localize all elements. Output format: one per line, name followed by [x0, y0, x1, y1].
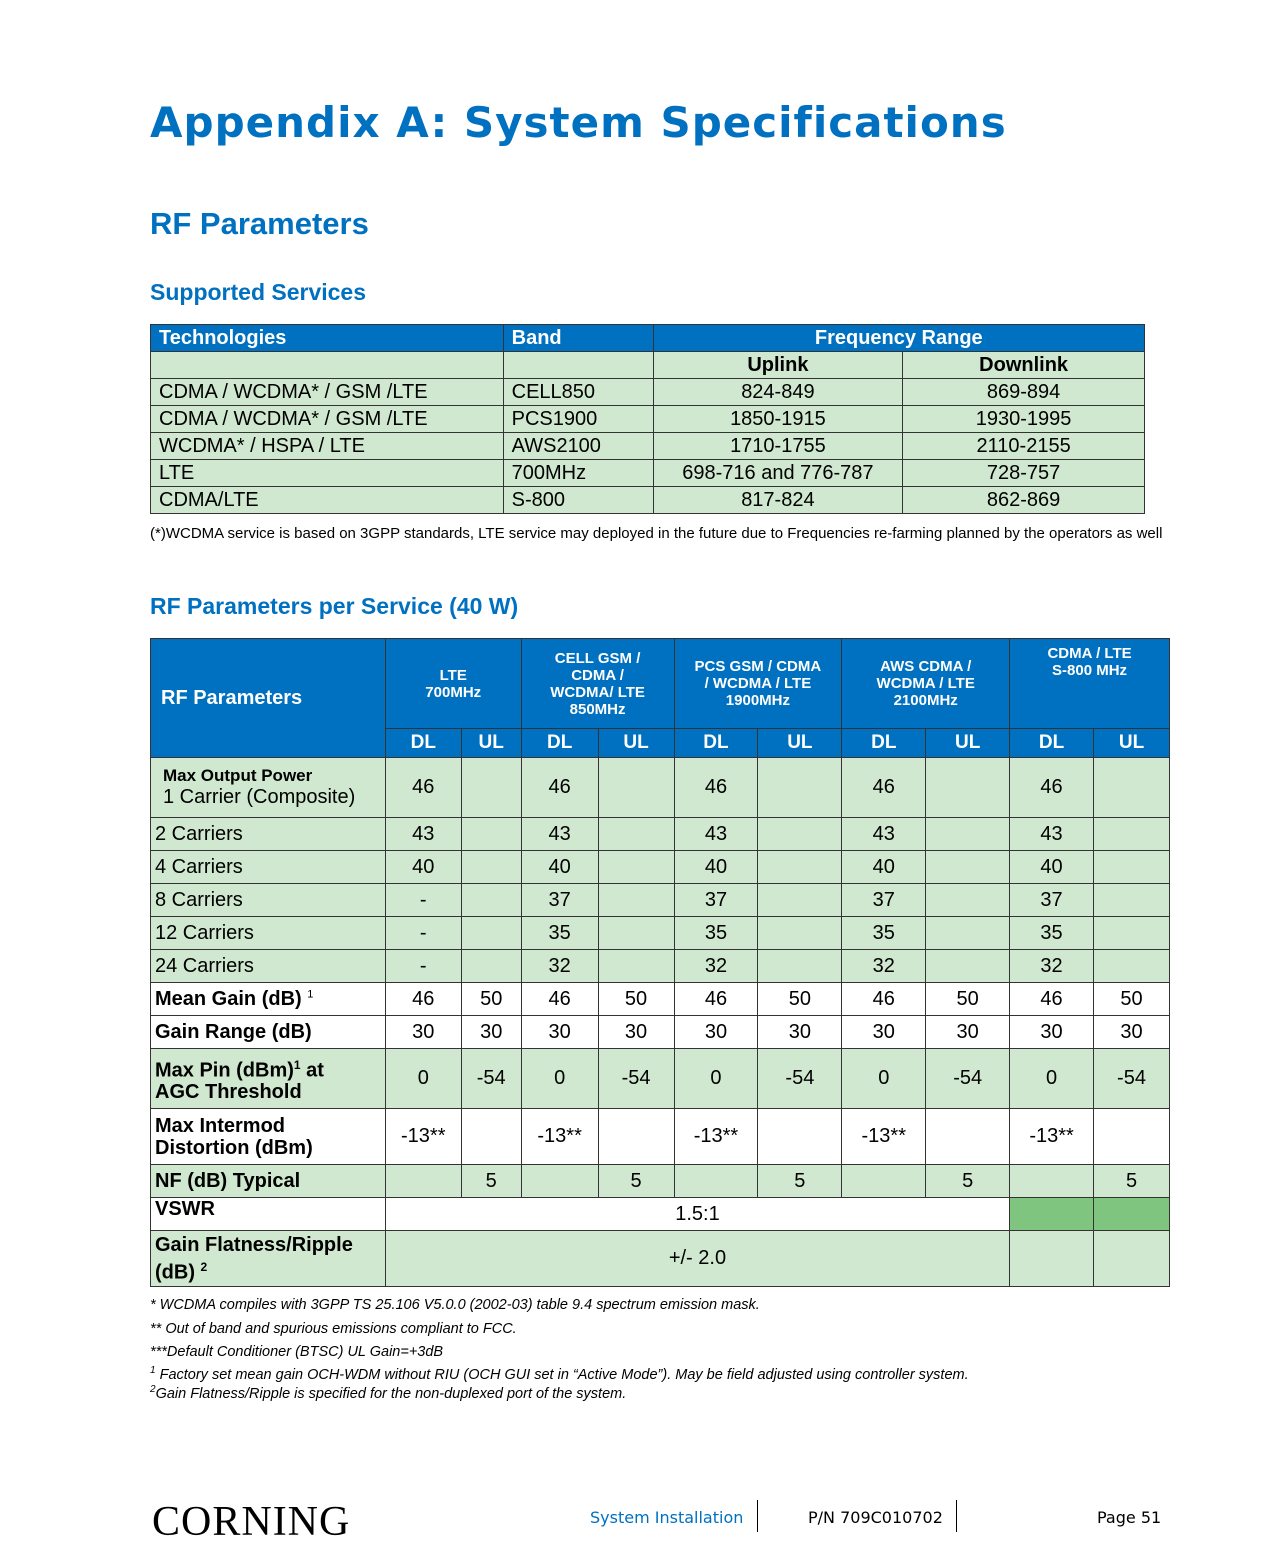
- header-aws-2100: AWS CDMA / WCDMA / LTE 2100MHz: [842, 639, 1010, 729]
- supported-services-note: (*)WCDMA service is based on 3GPP standards, LTE service may deployed in the future due to Frequencies re-farming planned by the operators as well: [150, 525, 1163, 542]
- supported-services-heading: Supported Services: [150, 279, 367, 305]
- footnote-flatness: $^2$Gain Flatness/Ripple is specified for the non-duplexed port of the system.: [150, 1384, 627, 1402]
- header-technologies: Technologies: [151, 325, 504, 352]
- header-frequency-range: Frequency Range: [653, 325, 1144, 352]
- corning-logo: CORNING: [152, 1499, 351, 1545]
- header-band: Band: [503, 325, 653, 352]
- header-downlink: Downlink: [903, 352, 1145, 379]
- table-row: Max Intermod Distortion (dBm) -13** -13** -13** -13** -13**: [151, 1109, 1170, 1165]
- table-row: WCDMA* / HSPA / LTE AWS2100 1710-1755 2110-2155: [151, 433, 1145, 460]
- table-row: 12 Carriers - 35 35 35 35: [151, 917, 1170, 950]
- table-row: CDMA / WCDMA* / GSM /LTE CELL850 824-849 869-894: [151, 379, 1145, 406]
- table-row: LTE 700MHz 698-716 and 776-787 728-757: [151, 460, 1145, 487]
- table-row: NF (dB) Typical 5 5 5 5 5: [151, 1165, 1170, 1198]
- footnote-wcdma: * WCDMA compiles with 3GPP TS 25.106 V5.0.0 (2002-03) table 9.4 spectrum emission mask.: [150, 1297, 760, 1313]
- table-row: 24 Carriers - 32 32 32 32: [151, 950, 1170, 983]
- table-row: VSWR 1.5:1: [151, 1198, 1170, 1231]
- footer-section: System Installation: [590, 1508, 744, 1527]
- footer-part-number: P/N 709C010702: [808, 1508, 943, 1527]
- header-pcs-1900: PCS GSM / CDMA / WCDMA / LTE 1900MHz: [674, 639, 842, 729]
- footnote-conditioner: ***Default Conditioner (BTSC) UL Gain=+3dB: [150, 1344, 444, 1360]
- table-row: Max Output Power 1 Carrier (Composite) 46 46 46 46 46: [151, 758, 1170, 818]
- footnote-fcc: ** Out of band and spurious emissions compliant to FCC.: [150, 1321, 517, 1337]
- header-lte-700: LTE 700MHz: [385, 639, 521, 729]
- table-row: CDMA / WCDMA* / GSM /LTE PCS1900 1850-1915 1930-1995: [151, 406, 1145, 433]
- table-row: CDMA/LTE S-800 817-824 862-869: [151, 487, 1145, 514]
- table-row: 2 Carriers 43 43 43 43 43: [151, 818, 1170, 851]
- table-row: Max Pin (dBm)$^1$ at AGC Threshold 0 -54 0 -54 0 -54 0 -54 0 -54: [151, 1049, 1170, 1109]
- header-rf-parameters: RF Parameters: [151, 639, 386, 758]
- section-title: RF Parameters: [150, 206, 369, 241]
- table-row: Gain Flatness/Ripple (dB) $^2$ +/- 2.0: [151, 1231, 1170, 1287]
- table-row: 8 Carriers - 37 37 37 37: [151, 884, 1170, 917]
- page-title: Appendix A: System Specifications: [150, 98, 1007, 147]
- header-s800: CDMA / LTE S-800 MHz: [1010, 639, 1170, 729]
- rf-parameters-heading: RF Parameters per Service (40 W): [150, 593, 519, 619]
- footer-page-number: Page 51: [1097, 1508, 1162, 1527]
- rf-parameters-table: RF Parameters LTE 700MHz CELL GSM / CDMA / WCDMA/ LTE 850MHz PCS GSM / CDMA / WCDMA / LTE 1900MHz AWS CDMA / WCDMA / LTE 2100MHz CDMA / LTE S-800 MHz DL UL DL UL DL UL DL UL DL UL Max Output Power 1 Carrier (Composite) 46 46 46 46 46 2 Carriers 43 43 43 43 43 4 Carriers 40 40 40 40 40 8 Carriers - 37 37 37 37 12 Carriers - 35 35 35 35 24 Carriers - 32 32 32 32 Mean Gain (dB) $^1$ 46 50 46 50 46 50 46 50 46 50 Gain Range (dB) 30 30 30 30 30 30 30 30 30 30 Max Pin (dBm)$^1$ at AGC Threshold 0 -54 0 -54 0 -54 0 -54 0 -54 Max Intermod Distortion (dBm) -13** -13** -13** -13** -13** NF (dB) Typical 5 5 5 5 5 VSWR 1.5:1 Gain Flatness/Ripple (dB) $^2$ +/- 2.0: [150, 638, 1170, 1287]
- table-row: 4 Carriers 40 40 40 40 40: [151, 851, 1170, 884]
- footnote-mean-gain: $^1$ Factory set mean gain OCH-WDM without RIU (OCH GUI set in “Active Mode”). May be field adjusted using controller system.: [150, 1365, 969, 1383]
- header-uplink: Uplink: [653, 352, 903, 379]
- table-row: Mean Gain (dB) $^1$ 46 50 46 50 46 50 46 50 46 50: [151, 983, 1170, 1016]
- supported-services-table: [150, 324, 1145, 514]
- header-cell-850: CELL GSM / CDMA / WCDMA/ LTE 850MHz: [521, 639, 674, 729]
- table-row: Gain Range (dB) 30 30 30 30 30 30 30 30 30 30: [151, 1016, 1170, 1049]
